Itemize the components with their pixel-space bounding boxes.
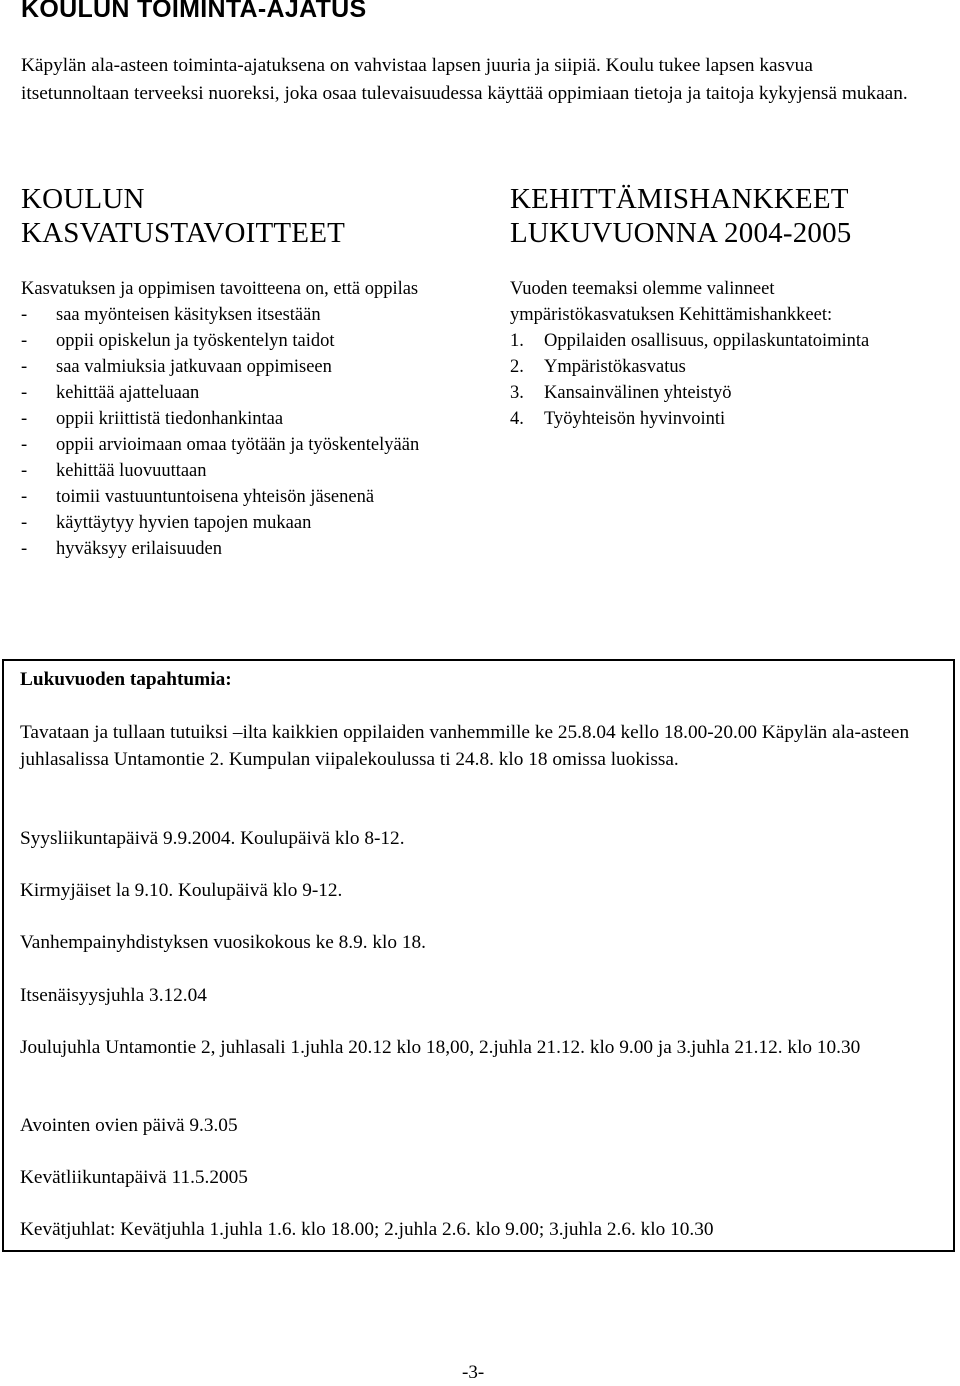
event-item: Avointen ovien päivä 9.3.05 bbox=[20, 1115, 238, 1136]
events-heading: Lukuvuoden tapahtumia: bbox=[20, 669, 232, 690]
bullet-dash: - bbox=[21, 409, 28, 429]
bullet-dash: - bbox=[21, 357, 28, 377]
list-item bbox=[21, 536, 471, 562]
list-item bbox=[21, 510, 471, 536]
page-title: KOULUN TOIMINTA-AJATUS bbox=[21, 0, 367, 23]
projects-lead: Vuoden teemaksi olemme valinneet ympäristökasvatuksen Kehittämishankkeet: bbox=[510, 279, 833, 325]
bullet-dash: - bbox=[21, 461, 28, 481]
projects-heading-line2: LUKUVUONNA 2004-2005 bbox=[510, 217, 852, 249]
list-item-text: saa valmiuksia jatkuvaan oppimiseen bbox=[56, 357, 332, 377]
event-item: Kevätliikuntapäivä 11.5.2005 bbox=[20, 1167, 248, 1188]
list-item bbox=[510, 406, 940, 432]
list-item-text: saa myönteisen käsityksen itsestään bbox=[56, 305, 321, 325]
projects-section bbox=[510, 276, 940, 432]
list-item bbox=[510, 380, 940, 406]
list-item bbox=[21, 302, 471, 328]
list-number: 3. bbox=[510, 383, 524, 403]
list-item bbox=[21, 406, 471, 432]
event-item: Joulujuhla Untamontie 2, juhlasali 1.juhla 20.12 klo 18,00, 2.juhla 21.12. klo 9.00 ja 3.juhla 21.12. klo 10.30 bbox=[20, 1037, 861, 1058]
list-item-text: Kansainvälinen yhteistyö bbox=[544, 383, 732, 403]
goals-heading bbox=[21, 182, 461, 250]
list-item bbox=[510, 354, 940, 380]
bullet-dash: - bbox=[21, 305, 28, 325]
list-item-text: Ympäristökasvatus bbox=[544, 357, 686, 377]
list-item-text: hyväksyy erilaisuuden bbox=[56, 539, 222, 559]
list-number: 4. bbox=[510, 409, 524, 429]
projects-heading bbox=[510, 182, 950, 250]
list-item bbox=[21, 380, 471, 406]
event-item: Syysliikuntapäivä 9.9.2004. Koulupäivä klo 8-12. bbox=[20, 828, 405, 849]
list-item-text: käyttäytyy hyvien tapojen mukaan bbox=[56, 513, 312, 533]
list-item-text: kehittää ajatteluaan bbox=[56, 383, 200, 403]
goals-heading-line1: KOULUN bbox=[21, 183, 145, 215]
event-item: Itsenäisyysjuhla 3.12.04 bbox=[20, 985, 207, 1006]
page-number: -3- bbox=[462, 1362, 485, 1383]
list-item bbox=[21, 432, 471, 458]
event-item: Vanhempainyhdistyksen vuosikokous ke 8.9. klo 18. bbox=[20, 932, 426, 953]
bullet-dash: - bbox=[21, 435, 28, 455]
list-item bbox=[21, 328, 471, 354]
goals-list bbox=[21, 302, 471, 562]
goals-section bbox=[21, 276, 471, 562]
list-item bbox=[21, 484, 471, 510]
event-item: Kirmyjäiset la 9.10. Koulupäivä klo 9-12. bbox=[20, 880, 343, 901]
bullet-dash: - bbox=[21, 383, 28, 403]
list-item bbox=[510, 328, 940, 354]
projects-heading-line1: KEHITTÄMISHANKKEET bbox=[510, 183, 849, 215]
bullet-dash: - bbox=[21, 539, 28, 559]
list-item-text: kehittää luovuuttaan bbox=[56, 461, 207, 481]
goals-lead: Kasvatuksen ja oppimisen tavoitteena on, että oppilas bbox=[21, 279, 419, 299]
intro-paragraph: Käpylän ala-asteen toiminta-ajatuksena on vahvistaa lapsen juuria ja siipiä. Koulu tukee lapsen kasvua itsetunnoltaan terveeksi nuoreksi, joka osaa tulevaisuudessa käyttää oppimiaan tietoja ja taitoja kykyjensä mukaan. bbox=[21, 55, 908, 104]
list-item-text: oppii opiskelun ja työskentelyn taidot bbox=[56, 331, 335, 351]
list-number: 2. bbox=[510, 357, 524, 377]
goals-heading-line2: KASVATUSTAVOITTEET bbox=[21, 217, 346, 249]
list-item-text: Oppilaiden osallisuus, oppilaskuntatoiminta bbox=[544, 331, 870, 351]
bullet-dash: - bbox=[21, 487, 28, 507]
list-item-text: toimii vastuuntuntoisena yhteisön jäsenenä bbox=[56, 487, 375, 507]
list-item bbox=[21, 354, 471, 380]
event-item: Tavataan ja tullaan tutuiksi –ilta kaikkien oppilaiden vanhemmille ke 25.8.04 kello 18.00-20.00 Käpylän ala-asteen juhlasalissa Untamontie 2. Kumpulan viipalekoulussa ti 24.8. klo 18 omissa luokissa. bbox=[20, 722, 910, 770]
projects-list bbox=[510, 328, 940, 432]
bullet-dash: - bbox=[21, 513, 28, 533]
list-item-text: oppii arvioimaan omaa työtään ja työskentelyään bbox=[56, 435, 420, 455]
list-number: 1. bbox=[510, 331, 524, 351]
event-item: Kevätjuhlat: Kevätjuhla 1.juhla 1.6. klo 18.00; 2.juhla 2.6. klo 9.00; 3.juhla 2.6. klo 10.30 bbox=[20, 1219, 714, 1240]
list-item bbox=[21, 458, 471, 484]
bullet-dash: - bbox=[21, 331, 28, 351]
list-item-text: oppii kriittistä tiedonhankintaa bbox=[56, 409, 284, 429]
list-item-text: Työyhteisön hyvinvointi bbox=[544, 409, 726, 429]
